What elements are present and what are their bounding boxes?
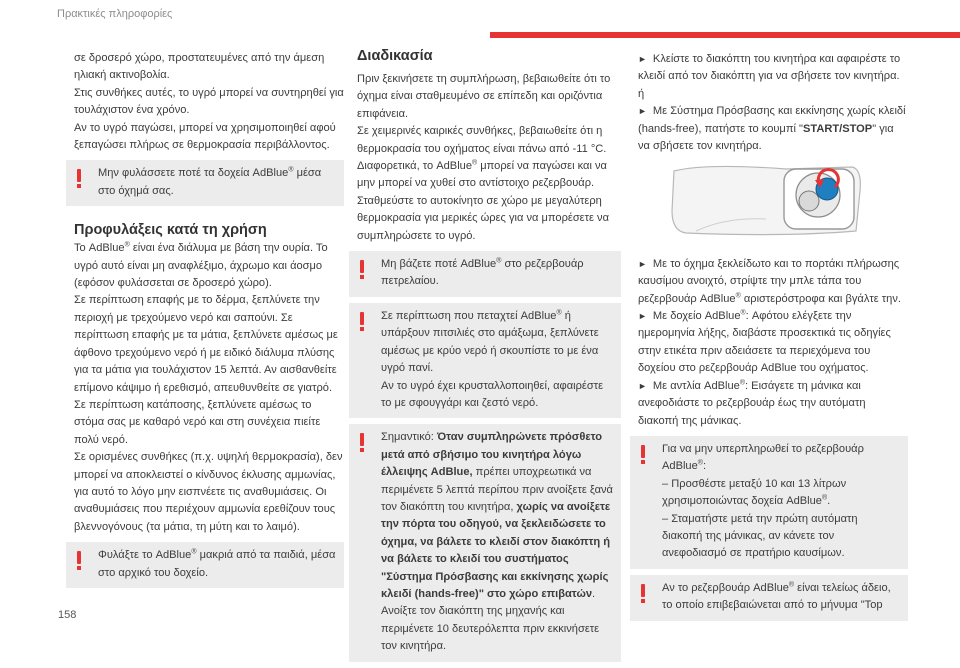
precautions-heading: Προφυλάξεις κατά τη χρήση — [74, 222, 267, 239]
warning-icon — [641, 584, 645, 602]
warning-icon — [360, 260, 364, 278]
step-container: ► Με δοχείο AdBlue®: Αφότου ελέγξετε την ημερομηνία λήξης, διαβάστε προσεκτικά τις οδηγίες στην ετικέτα πριν αδειάσετε τα περιεχόμενα του δοχείου στο ρεζερβουάρ AdBlue του οχήματος. — [638, 309, 891, 375]
column-3 — [638, 51, 908, 627]
filler-flap-illustration — [666, 161, 866, 239]
page-number: 158 — [58, 609, 77, 621]
step-open-cap: ► Με το όχημα ξεκλείδωτο και το πορτάκι πλήρωσης καυσίμου ανοιχτό, στρίψτε την μπλε τάπα του ρεζερβουάρ AdBlue® αριστερόστροφα και βγάλτε την. — [638, 257, 901, 305]
warning-note: Σε περίπτωση που πεταχτεί AdBlue® ή υπάρξουν πιτσιλιές στο αμάξωμα, ξεπλύνετε αμέσως με κρύο νερό ή σκουπίστε το με ένα υγρό πανί. Αν το υγρό έχει κρυσταλλοποιηθεί, αφαιρέστε το με σφουγγάρι και ζεστό νερό. — [349, 303, 621, 418]
storage-text: σε δροσερό χώρο, προστατευμένες από την άμεση ηλιακή ακτινοβολία. Στις συνθήκες αυτές, το υγρό μπορεί να συντηρηθεί για τουλάχιστον ένα χρόνο. Αν το υγρό παγώσει, μπορεί να χρησιμοποιηθεί αφού ξεπαγώσει πλήρως σε θερμοκρασία περιβάλλοντος. — [74, 52, 344, 152]
warning-note: Για να μην υπερπληρωθεί το ρεζερβουάρ AdBlue®: – Προσθέστε μεταξύ 10 και 13 λίτρων χρησιμοποιώντας δοχεία AdBlue®. – Σταματήστε μετά την πρώτη αυτόματη διακοπή της μάνικας, αν κάνετε τον ανεφοδιασμό σε πρατήριο καυσίμων. — [630, 436, 908, 569]
step-switch-off: ► Κλείστε το διακόπτη του κινητήρα και αφαιρέστε το κλειδί από τον διακόπτη για να σβήσετε τον κινητήρα. — [638, 53, 901, 83]
section-title: Πρακτικές πληροφορίες — [57, 8, 173, 20]
step-start-stop: ► Με Σύστημα Πρόσβασης και εκκίνησης χωρίς κλειδί (hands-free), πατήστε το κουμπί "START/STOP" για να σβήσετε τον κινητήρα. — [638, 105, 906, 153]
warning-note: Αν το ρεζερβουάρ AdBlue® είναι τελείως άδειο, το οποίο επιβεβαιώνεται από το μήνυμα "Top — [630, 575, 908, 621]
warning-icon — [77, 551, 81, 569]
section-accent-bar — [490, 32, 960, 38]
warning-icon — [360, 433, 364, 451]
warning-note: Σημαντικό: Όταν συμπληρώνετε πρόσθετο μετά από σβήσιμο του κινητήρα λόγω έλλειψης AdBlue, πρέπει υποχρεωτικά να περιμένετε 5 λεπτά περίπου πριν ανοίξετε ξανά τον διακόπτη του κινητήρα, χωρίς να ανοίξετε την πόρτα του οδηγού, να ξεκλειδώσετε το όχημα, να βάλετε το κλειδί στον διακόπτη ή να βάλετε το κλειδί του συστήματος "Σύστημα Πρόσβασης και εκκίνησης χωρίς κλειδί (hands-free)" στο χώρο επιβατών. Ανοίξτε τον διακόπτη της μηχανής και περιμένετε 10 δευτερόλεπτα πριν εκκινήσετε τον κινητήρα. — [349, 424, 621, 661]
warning-icon — [641, 445, 645, 463]
precautions-text: Το AdBlue® είναι ένα διάλυμα με βάση την ουρία. Το υγρό αυτό είναι μη αναφλέξιμο, άχρωμο και άοσμο (εφόσον φυλάσσεται σε δροσερό χώρο). Σε περίπτωση επαφής με το δέρμα, ξεπλύνετε την περιοχή με τρεχούμενο νερό και σαπούνι. Σε περίπτωση επαφής με τα μάτια, ξεπλύνετε αμέσως με άφθονο τρεχούμενο νερό ή με ειδικό διάλυμα πλύσης για τα μάτια για τουλάχιστον 15 λεπτά. Αν αισθανθείτε επίμονο κάψιμο ή ερεθισμό, απευθυνθείτε σε γιατρό. Σε περίπτωση κατάποσης, ξεπλύνετε αμέσως το στόμα σας με καθαρό νερό και στη συνέχεια πιείτε πολύ νερό. Σε ορισμένες συνθήκες (π.χ. υψηλή θερμοκρασία), δεν μπορεί να αποκλειστεί ο κίνδυνος έκλυσης αμμωνίας, για αυτό το λόγο μην εισπνέετε τις αναθυμιάσεις. Οι αναθυμιάσεις που περιέχουν αμμωνία ερεθίζουν τους βλεννογόνους (τα μάτια, τη μύτη και το λαιμό). — [74, 241, 343, 533]
warning-icon — [77, 169, 81, 187]
warning-note: Μην φυλάσσετε ποτέ τα δοχεία AdBlue® μέσα στο όχημά σας. — [66, 160, 344, 206]
warning-note: Φυλάξτε το AdBlue® μακριά από τα παιδιά, μέσα στο αρχικό του δοχείο. — [66, 542, 344, 588]
or-text: ή — [638, 87, 645, 100]
warning-icon — [360, 312, 364, 330]
column-1 — [74, 50, 344, 594]
step-pump: ► Με αντλία AdBlue®: Εισάγετε τη μάνικα και ανεφοδιάστε το ρεζερβουάρ έως την αυτόματη διακοπή της μάνικας. — [638, 379, 866, 427]
procedure-text: Πριν ξεκινήσετε τη συμπλήρωση, βεβαιωθείτε ότι το όχημα είναι σταθμευμένο σε επίπεδη και οριζόντια επιφάνεια. Σε χειμερινές καιρικές συνθήκες, βεβαιωθείτε ότι η θερμοκρασία του οχήματος είναι πάνω από -11 °C. Διαφορετικά, το AdBlue® μπορεί να παγώσει και να μην μπορεί να χυθεί στο αντίστοιχο ρεζερβουάρ. Σταθμεύστε το αυτοκίνητο σε χώρο με μεγαλύτερη θερμοκρασία για μερικές ώρες για να μπορέσετε να συμπληρώσετε το υγρό. — [357, 73, 611, 242]
warning-note: Μη βάζετε ποτέ AdBlue® στο ρεζερβουάρ πετρελαίου. — [349, 251, 621, 297]
column-2 — [357, 46, 621, 668]
procedure-heading: Διαδικασία — [357, 48, 433, 64]
